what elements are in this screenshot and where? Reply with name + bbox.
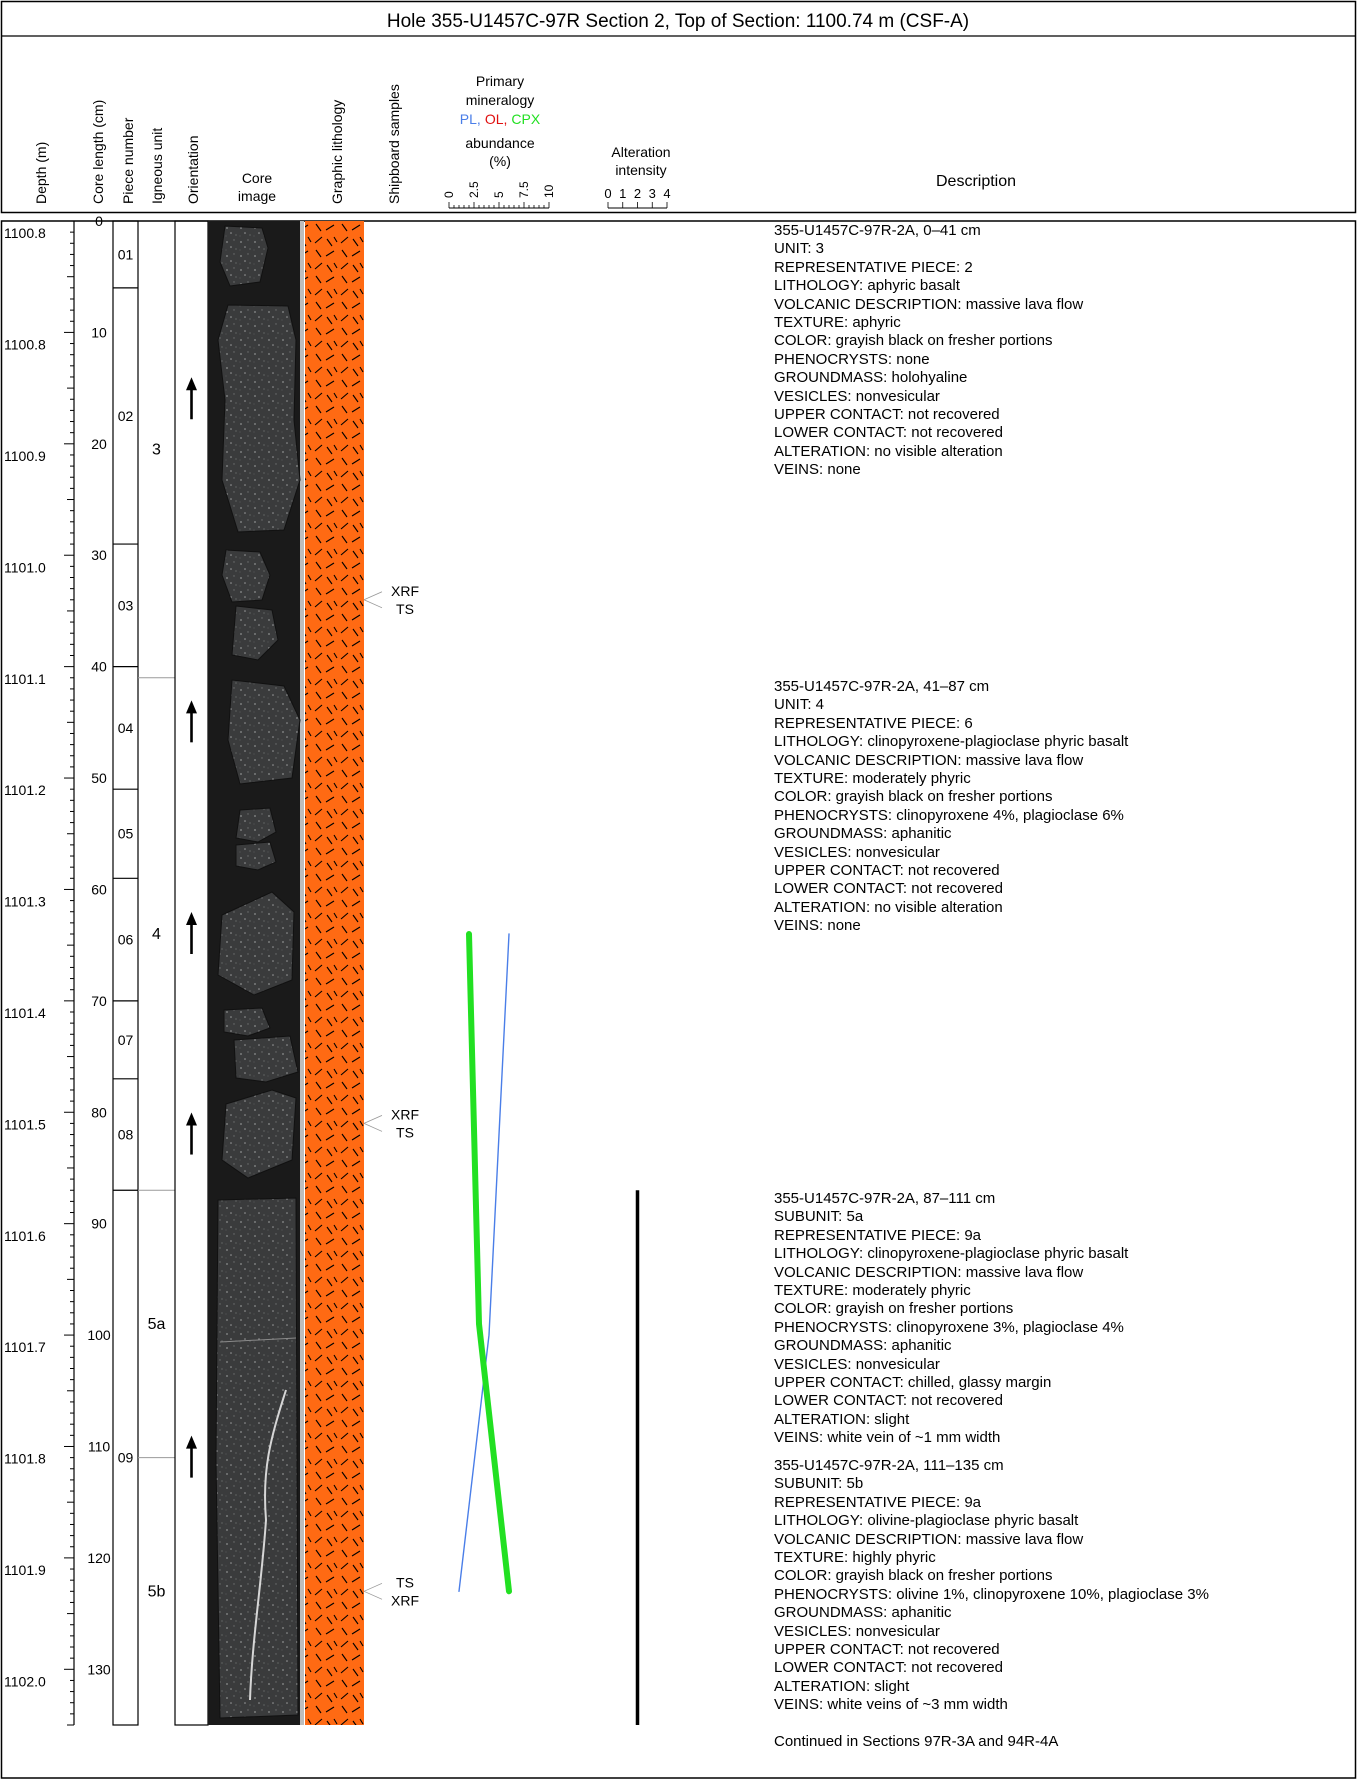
shipboard-sample xyxy=(364,1574,419,1608)
description-line: UNIT: 3 xyxy=(774,240,825,258)
header-alteration-1: Alteration xyxy=(611,144,671,160)
piece-number-label: 09 xyxy=(117,1449,134,1466)
header-alteration-2: intensity xyxy=(615,162,667,178)
description-line: UPPER CONTACT: chilled, glassy margin xyxy=(774,1374,1052,1392)
description-line: ALTERATION: slight xyxy=(774,1677,910,1695)
core-length-label: 50 xyxy=(91,770,107,787)
description-line: ALTERATION: no visible alteration xyxy=(774,442,1003,460)
shipboard-samples-column xyxy=(364,583,419,1609)
description-line: PHENOCRYSTS: clinopyroxene 4%, plagioclase 6% xyxy=(774,806,1124,824)
rock-piece-03a xyxy=(222,550,270,602)
orientation-arrow-icon xyxy=(186,377,197,419)
core-length-label: 40 xyxy=(91,658,107,675)
alteration-tick-label: 2 xyxy=(633,186,642,201)
piece-number-label: 07 xyxy=(117,1031,134,1048)
piece-number-label: 04 xyxy=(117,719,134,736)
legend-pl: PL, xyxy=(459,111,481,127)
description-line: VOLCANIC DESCRIPTION: massive lava flow xyxy=(774,751,1084,769)
rock-pieces xyxy=(216,226,300,1718)
header-shipboard-samples: Shipboard samples xyxy=(386,84,402,204)
core-length-column xyxy=(64,213,111,1725)
core-length-label: 130 xyxy=(87,1661,111,1678)
description-line: 355-U1457C-97R-2A, 111–135 cm xyxy=(774,1457,1004,1474)
description-line: UPPER CONTACT: not recovered xyxy=(774,862,1000,880)
mineralogy-tick-label: 7.5 xyxy=(517,181,531,198)
orientation-column-frame xyxy=(175,221,208,1725)
mineralogy-plot xyxy=(459,934,509,1591)
description-line: TEXTURE: moderately phyric xyxy=(774,1282,971,1300)
legend-cpx: CPX xyxy=(511,111,541,127)
description-line: LOWER CONTACT: not recovered xyxy=(774,424,1003,442)
core-length-label: 110 xyxy=(87,1438,111,1455)
description-line: VESICLES: nonvesicular xyxy=(774,1355,940,1373)
description-line: LITHOLOGY: aphyric basalt xyxy=(774,277,960,295)
mineralogy-axis xyxy=(442,181,556,208)
piece-number-label: 05 xyxy=(117,825,134,842)
description-line: 355-U1457C-97R-2A, 0–41 cm xyxy=(774,222,981,239)
description-block xyxy=(774,1190,1344,1448)
header-description: Description xyxy=(935,173,1017,190)
header-core-image-2: image xyxy=(237,188,277,204)
depth-label: 1101.7 xyxy=(4,1339,46,1356)
depth-label: 1102.0 xyxy=(4,1673,46,1690)
description-line: 355-U1457C-97R-2A, 41–87 cm xyxy=(774,678,990,695)
description-line: 355-U1457C-97R-2A, 87–111 cm xyxy=(774,1190,996,1207)
description-line: COLOR: grayish black on fresher portions xyxy=(774,788,1053,806)
rock-piece-09 xyxy=(216,1198,298,1718)
description-line: VEINS: white vein of ~1 mm width xyxy=(774,1429,1001,1447)
depth-label: 1101.0 xyxy=(4,559,46,576)
header-mineralogy-legend xyxy=(460,111,541,127)
orientation-arrow-icon xyxy=(186,912,197,954)
description-line: SUBUNIT: 5a xyxy=(774,1208,864,1226)
piece-number-label: 02 xyxy=(117,407,134,424)
depth-label: 1101.1 xyxy=(4,670,46,687)
description-line: REPRESENTATIVE PIECE: 6 xyxy=(774,714,973,732)
description-line: TEXTURE: highly phyric xyxy=(774,1549,936,1567)
header-frame xyxy=(2,2,1356,213)
description-line: LOWER CONTACT: not recovered xyxy=(774,1392,1003,1410)
description-line: GROUNDMASS: holohyaline xyxy=(774,369,968,387)
depth-label: 1101.6 xyxy=(4,1227,46,1244)
mineral-series-cpx xyxy=(469,934,509,1591)
core-length-label: 30 xyxy=(91,547,107,564)
shipboard-sample xyxy=(364,583,419,617)
core-length-label: 120 xyxy=(87,1549,111,1566)
description-line: VEINS: none xyxy=(774,461,861,479)
description-line: REPRESENTATIVE PIECE: 2 xyxy=(774,258,973,276)
orientation-arrow-icon xyxy=(186,700,197,742)
core-image xyxy=(208,221,304,1725)
depth-label: 1101.5 xyxy=(4,1116,46,1133)
description-block xyxy=(774,678,1344,936)
alteration-tick-label: 0 xyxy=(604,186,612,201)
mineralogy-tick-label: 0 xyxy=(442,191,456,198)
description-line: UPPER CONTACT: not recovered xyxy=(774,1641,1000,1659)
mineralogy-tick-label: 10 xyxy=(542,184,556,198)
description-block xyxy=(774,1457,1344,1715)
depth-column xyxy=(4,225,46,1689)
piece-column xyxy=(113,246,138,1465)
header-core-image-1: Core xyxy=(241,170,273,186)
header-core-length: Core length (cm) xyxy=(90,99,106,204)
description-line: SUBUNIT: 5b xyxy=(774,1475,864,1493)
description-line: COLOR: grayish black on fresher portions xyxy=(774,332,1053,350)
rock-piece-07b xyxy=(234,1036,298,1082)
header-mineralogy-2: mineralogy xyxy=(465,92,535,108)
piece-column-frame xyxy=(113,221,138,1725)
description-line: VOLCANIC DESCRIPTION: massive lava flow xyxy=(774,1530,1084,1548)
header-piece-number: Piece number xyxy=(120,117,136,204)
description-line: ALTERATION: slight xyxy=(774,1410,910,1428)
graphic-lithology-fill xyxy=(305,221,364,1725)
description-line: VESICLES: nonvesicular xyxy=(774,843,940,861)
sheet-title: Hole 355-U1457C-97R Section 2, Top of Section: 1100.74 m (CSF-A) xyxy=(386,11,970,32)
description-line: LOWER CONTACT: not recovered xyxy=(774,1659,1003,1677)
igneous-unit-label: 4 xyxy=(152,926,161,944)
description-line: VEINS: none xyxy=(774,917,861,935)
description-line: COLOR: grayish on fresher portions xyxy=(774,1300,1014,1318)
description-block xyxy=(774,222,1344,480)
rock-piece-01 xyxy=(220,226,268,286)
core-tray-edge xyxy=(300,221,304,1725)
sample-label: XRF xyxy=(391,1592,419,1609)
description-line: PHENOCRYSTS: olivine 1%, clinopyroxene 10%, plagioclase 3% xyxy=(774,1585,1209,1603)
piece-number-label: 08 xyxy=(117,1126,134,1143)
description-line: TEXTURE: aphyric xyxy=(774,314,901,332)
sample-label: TS xyxy=(396,1124,414,1141)
sample-label: XRF xyxy=(391,582,419,599)
description-line: REPRESENTATIVE PIECE: 9a xyxy=(774,1226,982,1244)
shipboard-sample xyxy=(364,1106,419,1140)
depth-label: 1100.9 xyxy=(4,447,46,464)
depth-label: 1101.2 xyxy=(4,782,46,799)
core-length-label: 20 xyxy=(91,435,107,452)
description-line: GROUNDMASS: aphanitic xyxy=(774,825,952,843)
core-length-label: 100 xyxy=(87,1327,111,1344)
description-line: ALTERATION: no visible alteration xyxy=(774,898,1003,916)
header-orientation: Orientation xyxy=(185,135,201,204)
description-line: VESICLES: nonvesicular xyxy=(774,387,940,405)
description-line: UPPER CONTACT: not recovered xyxy=(774,406,1000,424)
alteration-tick-label: 1 xyxy=(619,186,627,201)
description-line: PHENOCRYSTS: none xyxy=(774,350,930,368)
piece-number-label: 01 xyxy=(117,246,134,263)
description-line: REPRESENTATIVE PIECE: 9a xyxy=(774,1493,982,1511)
sample-label: TS xyxy=(396,600,414,617)
header-mineralogy-3: abundance xyxy=(465,135,535,151)
legend-ol: OL, xyxy=(484,111,508,127)
depth-label: 1100.8 xyxy=(4,225,46,242)
header-depth: Depth (m) xyxy=(33,141,49,204)
description-line: PHENOCRYSTS: clinopyroxene 3%, plagioclase 4% xyxy=(774,1318,1124,1336)
sample-label: XRF xyxy=(391,1106,419,1123)
description-line: VEINS: white veins of ~3 mm width xyxy=(774,1696,1008,1714)
description-line: UNIT: 4 xyxy=(774,696,825,714)
description-line: GROUNDMASS: aphanitic xyxy=(774,1337,952,1355)
orientation-arrow-icon xyxy=(186,1436,197,1478)
alteration-tick-label: 4 xyxy=(663,186,671,201)
description-line: VOLCANIC DESCRIPTION: massive lava flow xyxy=(774,295,1084,313)
header-igneous-unit: Igneous unit xyxy=(149,127,165,204)
mineral-series-pl xyxy=(459,934,509,1591)
core-length-label: 70 xyxy=(91,992,107,1009)
depth-label: 1101.9 xyxy=(4,1562,46,1579)
description-line: COLOR: grayish black on fresher portions xyxy=(774,1567,1053,1585)
mineralogy-tick-label: 2.5 xyxy=(467,181,481,198)
core-length-label: 10 xyxy=(91,324,107,341)
depth-label: 1101.3 xyxy=(4,893,46,910)
core-length-label: 80 xyxy=(91,1104,107,1121)
continued-note: Continued in Sections 97R-3A and 94R-4A xyxy=(774,1733,1059,1750)
description-line: LITHOLOGY: olivine-plagioclase phyric basalt xyxy=(774,1512,1079,1530)
header-mineralogy-1: Primary xyxy=(475,73,525,89)
mineralogy-tick-label: 5 xyxy=(492,191,506,198)
header-graphic-lithology: Graphic lithology xyxy=(329,99,345,204)
core-length-label: 90 xyxy=(91,1215,107,1232)
igneous-unit-label: 5a xyxy=(147,1315,166,1333)
depth-label: 1100.8 xyxy=(4,336,46,353)
description-line: LITHOLOGY: clinopyroxene-plagioclase phyric basalt xyxy=(774,1245,1129,1263)
igneous-unit-label: 5b xyxy=(147,1583,166,1601)
piece-number-label: 06 xyxy=(117,931,134,948)
orientation-column xyxy=(186,377,197,1477)
description-line: VESICLES: nonvesicular xyxy=(774,1622,940,1640)
header-mineralogy-4: (%) xyxy=(489,153,511,169)
description-line: TEXTURE: moderately phyric xyxy=(774,770,971,788)
core-length-label: 60 xyxy=(91,881,107,898)
depth-label: 1101.8 xyxy=(4,1450,46,1467)
description-line: GROUNDMASS: aphanitic xyxy=(774,1604,952,1622)
alteration-axis xyxy=(604,186,670,208)
core-length-label: 0 xyxy=(95,213,103,229)
description-line: LOWER CONTACT: not recovered xyxy=(774,880,1003,898)
sample-label: TS xyxy=(396,1574,414,1591)
depth-label: 1101.4 xyxy=(4,1004,46,1021)
description-line: VOLCANIC DESCRIPTION: massive lava flow xyxy=(774,1263,1084,1281)
description-line: LITHOLOGY: clinopyroxene-plagioclase phyric basalt xyxy=(774,733,1129,751)
piece-number-label: 03 xyxy=(117,597,134,614)
igneous-unit-label: 3 xyxy=(152,441,161,459)
orientation-arrow-icon xyxy=(186,1113,197,1155)
unit-column xyxy=(138,441,175,1600)
rock-piece-02 xyxy=(218,305,300,532)
alteration-tick-label: 3 xyxy=(648,186,656,201)
